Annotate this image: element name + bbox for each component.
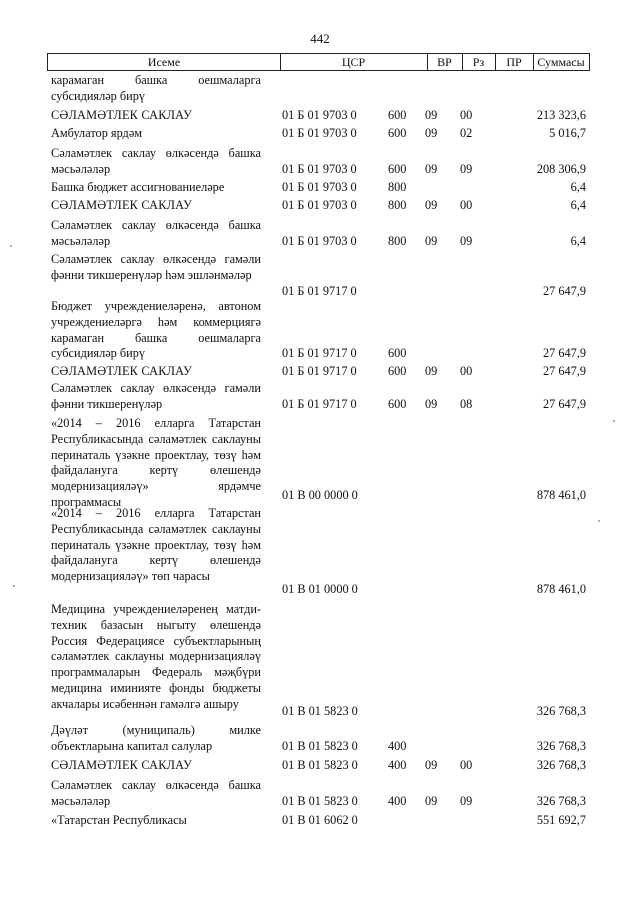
table-row xyxy=(0,602,640,720)
row-sum: 27 647,9 xyxy=(542,397,586,412)
row-name: «Татарстан Республикасы xyxy=(51,813,187,827)
table-row xyxy=(0,506,640,598)
row-pr: 00 xyxy=(460,108,473,123)
row-sum: 326 768,3 xyxy=(536,739,586,754)
page-number: 442 xyxy=(310,31,330,46)
row-name: карамаган башка оешмаларга субсидияләр бирү xyxy=(51,73,261,103)
row-vr: 600 xyxy=(388,397,407,412)
header-vr: ВР xyxy=(437,55,452,69)
table-row xyxy=(0,416,640,509)
row-pr: 00 xyxy=(460,364,473,379)
row-name: СӘЛАМӘТЛЕК САКЛАУ xyxy=(51,758,193,772)
row-vr: 800 xyxy=(388,234,407,249)
table-row xyxy=(0,218,640,250)
table-row xyxy=(0,364,640,380)
row-vr: 400 xyxy=(388,739,407,754)
table-row xyxy=(0,252,640,300)
row-pr: 00 xyxy=(460,198,473,213)
row-rz: 09 xyxy=(425,397,438,412)
row-name: Сәламәтлек саклау өлкәсендә башка мәсьәләләр xyxy=(51,218,261,248)
row-csr: 01 В 01 5823 0 xyxy=(282,704,358,719)
row-name: Сәламәтлек саклау өлкәсендә гамәли фәнни тикшеренүләр xyxy=(51,381,261,411)
table-row xyxy=(0,723,640,755)
row-name: СӘЛАМӘТЛЕК САКЛАУ xyxy=(51,364,193,378)
row-rz: 09 xyxy=(425,758,438,773)
row-sum: 551 692,7 xyxy=(536,813,586,828)
table-header xyxy=(47,53,590,71)
row-vr: 400 xyxy=(388,794,407,809)
table-row xyxy=(0,813,640,829)
row-vr: 600 xyxy=(388,364,407,379)
header-name: Исеме xyxy=(147,55,181,69)
row-rz: 09 xyxy=(425,108,438,123)
row-pr: 09 xyxy=(460,234,473,249)
row-vr: 800 xyxy=(388,198,407,213)
row-name: СӘЛАМӘТЛЕК САКЛАУ xyxy=(51,198,193,212)
row-csr: 01 Б 01 9703 0 xyxy=(282,162,357,177)
row-csr: 01 Б 01 9717 0 xyxy=(282,284,357,299)
row-csr: 01 Б 01 9717 0 xyxy=(282,346,357,361)
table-row xyxy=(0,73,640,105)
row-sum: 5 016,7 xyxy=(549,126,586,141)
row-rz: 09 xyxy=(425,794,438,809)
header-rz: Рз xyxy=(472,55,485,69)
table-row xyxy=(0,299,640,362)
header-sum: Суммасы xyxy=(537,55,585,69)
row-sum: 213 323,6 xyxy=(536,108,586,123)
table-row xyxy=(0,180,640,196)
row-csr: 01 В 00 0000 0 xyxy=(282,488,358,503)
row-name: Медицина учреждениеләренең матди-техник базасын ныгыту өлешендә Россия Федерациясе субъектларының сәламәтлек саклауны модернизацияләү программаларын Федераль мәҗбүри медицина иминияте фонды бюджеты акчалары исәбеннән гамәлгә ашыру xyxy=(51,602,261,711)
row-pr: 00 xyxy=(460,758,473,773)
row-csr: 01 Б 01 9703 0 xyxy=(282,108,357,123)
row-name: Сәламәтлек саклау өлкәсендә башка мәсьәләләр xyxy=(51,146,261,176)
row-pr: 09 xyxy=(460,162,473,177)
row-vr: 600 xyxy=(388,126,407,141)
row-vr: 600 xyxy=(388,162,407,177)
table-row xyxy=(0,778,640,810)
row-vr: 400 xyxy=(388,758,407,773)
table-row xyxy=(0,146,640,178)
row-csr: 01 Б 01 9717 0 xyxy=(282,397,357,412)
row-csr: 01 В 01 5823 0 xyxy=(282,758,358,773)
row-pr: 09 xyxy=(460,794,473,809)
row-vr: 600 xyxy=(388,346,407,361)
row-rz: 09 xyxy=(425,162,438,177)
row-name: Амбулатор ярдәм xyxy=(51,126,143,140)
row-sum: 326 768,3 xyxy=(536,704,586,719)
header-csr: ЦСР xyxy=(341,55,366,69)
row-sum: 208 306,9 xyxy=(536,162,586,177)
row-csr: 01 В 01 5823 0 xyxy=(282,739,358,754)
row-csr: 01 В 01 0000 0 xyxy=(282,582,358,597)
scan-speck xyxy=(613,420,615,422)
row-sum: 6,4 xyxy=(570,198,586,213)
row-csr: 01 Б 01 9703 0 xyxy=(282,198,357,213)
row-rz: 09 xyxy=(425,364,438,379)
row-sum: 6,4 xyxy=(570,180,586,195)
row-sum: 878 461,0 xyxy=(536,582,586,597)
table-row xyxy=(0,758,640,774)
table-row xyxy=(0,381,640,413)
scan-speck xyxy=(598,520,600,522)
row-csr: 01 В 01 6062 0 xyxy=(282,813,358,828)
row-name: Бюджет учреждениеләренә, автоном учреждениеләргә һәм коммерциягә карамаган башка оешмаларга субсидияләр бирү xyxy=(51,299,261,361)
row-pr: 08 xyxy=(460,397,473,412)
table-row xyxy=(0,126,640,142)
row-vr: 800 xyxy=(388,180,407,195)
row-rz: 09 xyxy=(425,234,438,249)
row-sum: 27 647,9 xyxy=(542,284,586,299)
table-row xyxy=(0,198,640,214)
row-pr: 02 xyxy=(460,126,473,141)
row-name: Башка бюджет ассигнованиеләре xyxy=(51,180,225,194)
header-pr: ПР xyxy=(506,55,522,69)
row-rz: 09 xyxy=(425,198,438,213)
row-name: Сәламәтлек саклау өлкәсендә башка мәсьәләләр xyxy=(51,778,261,808)
scan-speck xyxy=(13,585,15,587)
row-sum: 27 647,9 xyxy=(542,346,586,361)
row-csr: 01 Б 01 9717 0 xyxy=(282,364,357,379)
row-csr: 01 Б 01 9703 0 xyxy=(282,234,357,249)
row-csr: 01 Б 01 9703 0 xyxy=(282,180,357,195)
row-rz: 09 xyxy=(425,126,438,141)
row-name: СӘЛАМӘТЛЕК САКЛАУ xyxy=(51,108,193,122)
row-csr: 01 В 01 5823 0 xyxy=(282,794,358,809)
row-vr: 600 xyxy=(388,108,407,123)
row-sum: 878 461,0 xyxy=(536,488,586,503)
row-sum: 326 768,3 xyxy=(536,794,586,809)
row-sum: 6,4 xyxy=(570,234,586,249)
table-row xyxy=(0,108,640,124)
row-sum: 27 647,9 xyxy=(542,364,586,379)
row-csr: 01 Б 01 9703 0 xyxy=(282,126,357,141)
row-sum: 326 768,3 xyxy=(536,758,586,773)
row-name: Дәүләт (муниципаль) милке объектларына капитал салулар xyxy=(51,723,261,753)
row-name: «2014 – 2016 елларга Татарстан Республикасында сәламәтлек саклауны перинаталь үзәкне проектлау, төзү һәм файдалануга кертү өлешендә модернизацияләү» төп чарасы xyxy=(51,506,261,584)
row-name: «2014 – 2016 елларга Татарстан Республикасында сәламәтлек саклауны перинаталь үзәкне проектлау, төзү һәм файдалануга кертү өлешендә модернизацияләү» ярдәмче программасы xyxy=(51,416,261,509)
scan-speck xyxy=(10,245,12,247)
row-name: Сәламәтлек саклау өлкәсендә гамәли фәнни тикшеренүләр һәм эшләнмәләр xyxy=(51,252,261,282)
